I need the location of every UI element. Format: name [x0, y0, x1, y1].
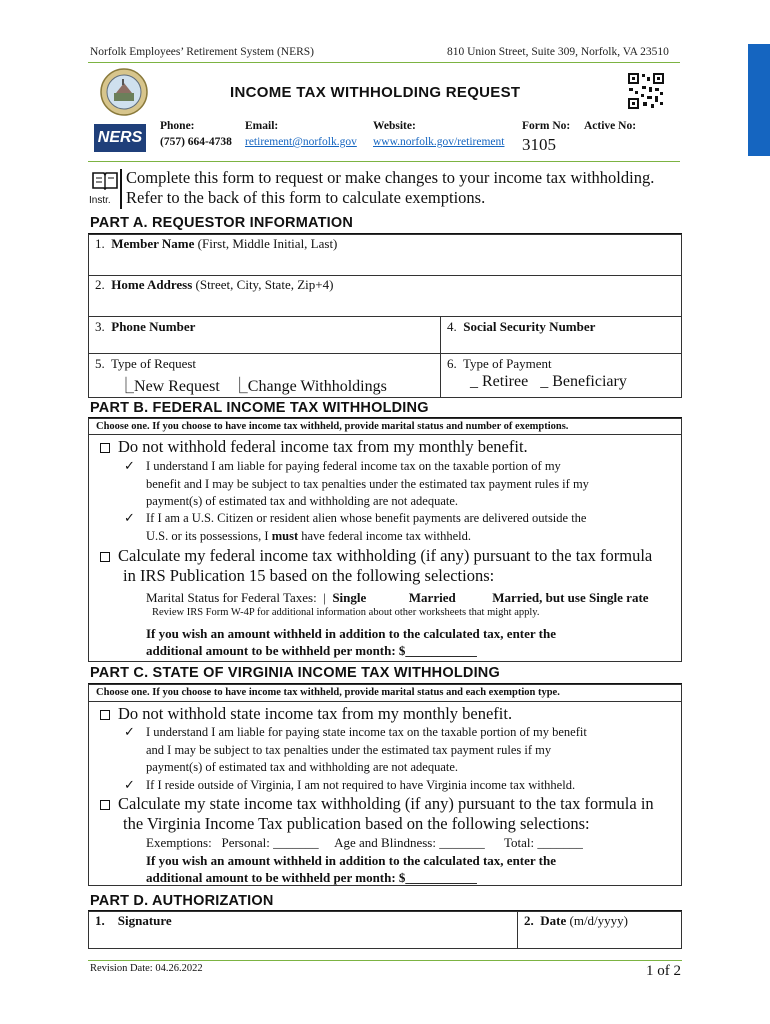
option-label: Do not withhold state income tax from my monthly benefit.: [118, 704, 513, 723]
state-residency-text: If I reside outside of Virginia, I am not required to have Virginia income tax withheld.: [146, 778, 576, 792]
field-label: Member Name: [111, 236, 195, 251]
part-a-title: PART A. REQUESTOR INFORMATION: [90, 215, 354, 231]
new-request-label: New Request: [134, 378, 220, 395]
text-line: If I am a U.S. Citizen or resident alien whose benefit payments are delivered outside the: [146, 511, 587, 525]
checkmark-icon: ✓: [124, 777, 135, 792]
text-line: and I may be subject to tax penalties under the estimated tax payment rules if my: [146, 742, 552, 757]
marital-label: Marital Status for Federal Taxes:: [146, 590, 317, 605]
option-label: Do not withhold federal income tax from my monthly benefit.: [118, 437, 528, 456]
marital-single-option[interactable]: Single: [332, 590, 367, 605]
text-line: payment(s) of estimated tax and withholding are not adequate.: [146, 494, 459, 508]
federal-additional-amount[interactable]: [146, 625, 556, 659]
state-exemptions-row[interactable]: Exemptions: Personal: _______ Age and Blindness: _______ Total: _______: [146, 835, 583, 850]
marital-separator: |: [319, 590, 330, 605]
field-label: Phone Number: [111, 319, 196, 334]
header-divider: [88, 62, 680, 63]
retiree-checkbox[interactable]: _: [470, 373, 478, 390]
org-name: Norfolk Employees’ Retirement System (NERS): [90, 46, 314, 58]
website-link[interactable]: www.norfolk.gov/retirement: [373, 136, 505, 148]
date-field[interactable]: [524, 913, 628, 929]
text-line: [146, 528, 586, 546]
website-label: Website:: [373, 120, 416, 132]
option-label: Calculate my state income tax withholding (if any) pursuant to the tax formula in: [118, 794, 654, 813]
checkbox-icon[interactable]: [100, 552, 110, 562]
change-withholdings-checkbox[interactable]: ⎿: [231, 378, 248, 395]
beneficiary-checkbox[interactable]: _: [540, 373, 549, 390]
federal-calculate-option[interactable]: [100, 546, 652, 586]
phone-label: Phone:: [160, 120, 195, 132]
member-name-field[interactable]: [95, 236, 337, 252]
option-label-cont: the Virginia Income Tax publication based on the following selections:: [123, 814, 590, 833]
part-a-row-divider: [88, 275, 682, 276]
field-hint: (First, Middle Initial, Last): [197, 236, 338, 251]
field-number: 4.: [447, 319, 457, 334]
header-bottom-divider: [88, 161, 680, 162]
federal-citizen-text: [146, 510, 586, 545]
instr-line-2: Refer to the back of this form to calculate exemptions.: [126, 188, 486, 207]
part-a-row-divider: [88, 316, 682, 317]
checkbox-icon[interactable]: [100, 800, 110, 810]
text-segment: U.S. or its possessions, I: [146, 528, 272, 543]
field-number: 1.: [95, 236, 105, 251]
text-line: I understand I am liable for paying state income tax on the taxable portion of my benefit: [146, 725, 587, 739]
page-number: 1 of 2: [646, 963, 681, 979]
city-seal-icon: [100, 68, 148, 116]
field-number: 6.: [447, 356, 457, 371]
phone-number-field[interactable]: [95, 319, 195, 335]
state-additional-amount[interactable]: [146, 852, 556, 886]
form-title: INCOME TAX WITHHOLDING REQUEST: [230, 84, 521, 101]
option-label-cont: in IRS Publication 15 based on the following selections:: [123, 566, 495, 585]
instr-divider: [120, 169, 123, 209]
part-b-title: PART B. FEDERAL INCOME TAX WITHHOLDING: [90, 400, 429, 416]
text-line: payment(s) of estimated tax and withholding are not adequate.: [146, 760, 459, 774]
part-b-instruction: Choose one. If you choose to have income tax withheld, provide marital status and number of exemptions.: [96, 421, 569, 432]
checkbox-icon[interactable]: [100, 710, 110, 720]
marital-married-option[interactable]: Married: [408, 590, 456, 605]
home-address-field[interactable]: [95, 277, 333, 293]
payment-type-options: [470, 373, 627, 391]
email-label: Email:: [245, 120, 279, 132]
field-label: Social Security Number: [463, 319, 596, 334]
text-line: If you wish an amount withheld in addition to the calculated tax, enter the: [146, 853, 557, 868]
text-line: I understand I am liable for paying federal income tax on the taxable portion of my: [146, 459, 561, 473]
part-c-instruction: Choose one. If you choose to have income tax withheld, provide marital status and each exemption type.: [96, 687, 560, 698]
checkbox-icon[interactable]: [100, 443, 110, 453]
ssn-field[interactable]: [447, 319, 595, 335]
state-calculate-option[interactable]: [100, 794, 654, 834]
text-segment: have federal income tax withheld.: [298, 528, 471, 543]
text-line: benefit and I may be subject to tax penalties under the estimated tax payment rules if my: [146, 476, 589, 491]
org-address: 810 Union Street, Suite 309, Norfolk, VA 23510: [447, 46, 669, 58]
qr-code-icon: [627, 72, 665, 110]
part-a-row-divider: [88, 353, 682, 354]
footer-divider: [88, 960, 682, 961]
part-a-col-divider: [440, 316, 441, 398]
ners-logo: NERS: [94, 124, 146, 152]
payment-type-label: [447, 356, 552, 372]
marital-status-row: [146, 590, 649, 606]
part-b-instruction-divider: [88, 434, 682, 435]
request-type-label: [95, 356, 196, 372]
retiree-label: Retiree: [482, 373, 529, 390]
email-link[interactable]: retirement@norfolk.gov: [245, 136, 357, 148]
part-d-title: PART D. AUTHORIZATION: [90, 893, 274, 909]
book-icon: [91, 170, 119, 190]
revision-date: Revision Date: 04.26.2022: [90, 963, 203, 974]
part-c-title: PART C. STATE OF VIRGINIA INCOME TAX WITHHOLDING: [90, 665, 500, 681]
side-tab: [748, 44, 770, 156]
checkmark-icon: ✓: [124, 458, 135, 473]
part-d-col-divider: [517, 911, 518, 949]
field-label: Signature: [117, 913, 172, 928]
option-label: Calculate my federal income tax withholding (if any) pursuant to the tax formula: [118, 546, 653, 565]
instr-line-1: Complete this form to request or make changes to your income tax withholding.: [126, 168, 655, 187]
text-line: additional amount to be withheld per month: $___________: [146, 870, 477, 885]
active-no-label: Active No:: [584, 120, 637, 132]
new-request-checkbox[interactable]: ⎿: [118, 378, 135, 395]
field-number: 1.: [95, 913, 105, 928]
field-number: 3.: [95, 319, 105, 334]
w4p-note: Review IRS Form W-4P for additional information about other worksheets that might apply.: [152, 607, 540, 618]
field-hint: (Street, City, State, Zip+4): [195, 277, 334, 292]
form-no-value: 3105: [522, 135, 556, 154]
part-c-instruction-divider: [88, 701, 682, 702]
beneficiary-label: Beneficiary: [552, 373, 627, 390]
field-label: Type of Payment: [463, 356, 552, 371]
instr-caption: Instr.: [89, 195, 111, 206]
field-label: Type of Request: [111, 356, 197, 371]
federal-liability-text: [146, 458, 589, 511]
field-label: Home Address: [111, 277, 193, 292]
request-type-options: [118, 373, 387, 396]
field-number: 5.: [95, 356, 105, 371]
state-no-withhold-option[interactable]: [100, 704, 512, 724]
phone-value: (757) 664-4738: [160, 136, 232, 148]
checkmark-icon: ✓: [124, 724, 135, 739]
text-line: If you wish an amount withheld in addition to the calculated tax, enter the: [146, 626, 557, 641]
checkmark-icon: ✓: [124, 510, 135, 525]
field-hint: (m/d/yyyy): [569, 913, 628, 928]
federal-no-withhold-option[interactable]: [100, 437, 528, 457]
field-number: 2.: [524, 913, 534, 928]
signature-field[interactable]: [95, 913, 172, 929]
change-withholdings-label: Change Withholdings: [247, 378, 387, 395]
state-liability-text: [146, 724, 587, 777]
form-no-label: Form No:: [522, 120, 571, 132]
text-line: additional amount to be withheld per month: $___________: [146, 643, 477, 658]
field-label: Date: [540, 913, 567, 928]
marital-single-rate-option[interactable]: Married, but use Single rate: [492, 590, 649, 605]
text-emphasis: must: [271, 528, 299, 543]
field-number: 2.: [95, 277, 105, 292]
